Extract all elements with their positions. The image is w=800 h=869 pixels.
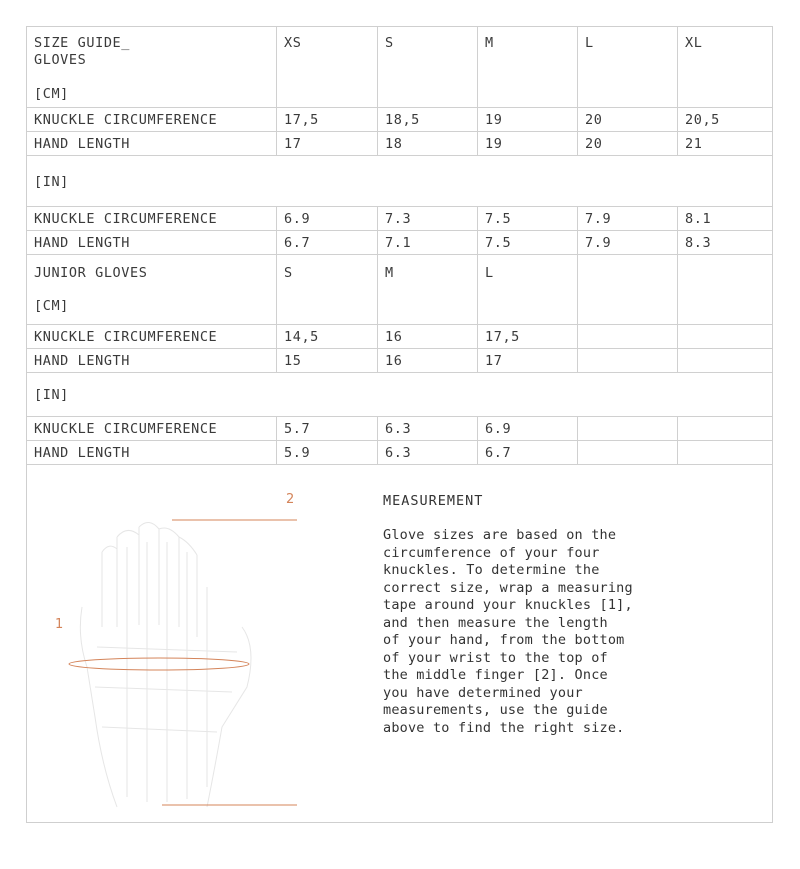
value-cell: 18	[385, 136, 403, 152]
measurement-line: above to find the right size.	[383, 719, 625, 736]
row-label: KNUCKLE CIRCUMFERENCE	[34, 112, 218, 128]
size-m: M	[485, 35, 494, 51]
title-line-1: SIZE GUIDE_	[34, 35, 131, 51]
value-cell: 7.5	[485, 211, 512, 227]
junior-title	[27, 255, 276, 324]
table-row	[27, 231, 772, 255]
value-cell: 17,5	[485, 329, 520, 345]
row-label: HAND LENGTH	[34, 445, 131, 461]
row-label: HAND LENGTH	[34, 136, 131, 152]
measurement-line: of your hand, from the bottom	[383, 632, 625, 648]
size-guide-table	[26, 26, 773, 823]
junior-size-s: S	[284, 265, 293, 281]
measurement-line: Glove sizes are based on the	[383, 527, 617, 543]
value-cell: 17,5	[284, 112, 319, 128]
junior-title-text: JUNIOR GLOVES	[34, 265, 148, 281]
value-cell: 16	[385, 329, 403, 345]
table-row	[27, 108, 772, 132]
value-cell: 20,5	[685, 112, 720, 128]
value-cell: 7.5	[485, 235, 512, 251]
value-cell: 16	[385, 353, 403, 369]
table-row	[27, 207, 772, 231]
measurement-line: knuckles. To determine the	[383, 562, 600, 578]
measurement-line: and then measure the length	[383, 614, 608, 631]
measurement-line: the middle finger [2]. Once	[383, 667, 608, 683]
marker-2: 2	[286, 492, 295, 507]
guide-title	[27, 27, 276, 107]
value-cell: 6.9	[284, 211, 311, 227]
unit-cm-label: [CM]	[34, 86, 69, 102]
value-cell: 7.3	[385, 211, 412, 227]
measurement-line: measurements, use the guide	[383, 702, 608, 718]
measurement-title: MEASUREMENT	[383, 493, 484, 509]
unit-in-label: [IN]	[34, 174, 69, 190]
junior-size-l: L	[485, 265, 494, 281]
value-cell: 5.7	[284, 421, 311, 437]
value-cell: 6.3	[385, 421, 412, 437]
measurement-line: circumference of your four	[383, 544, 600, 561]
value-cell: 19	[485, 112, 503, 128]
value-cell: 6.3	[385, 445, 412, 461]
value-cell: 17	[284, 136, 302, 152]
table-row	[27, 132, 772, 156]
value-cell: 7.9	[585, 235, 612, 251]
value-cell: 20	[585, 112, 603, 128]
measurement-line: of your wrist to the top of	[383, 649, 608, 666]
value-cell: 21	[685, 136, 703, 152]
value-cell: 18,5	[385, 112, 420, 128]
value-cell: 19	[485, 136, 503, 152]
junior-unit-cm-label: [CM]	[34, 298, 69, 314]
size-xl: XL	[685, 35, 703, 51]
value-cell: 7.9	[585, 211, 612, 227]
table-row	[27, 441, 772, 465]
value-cell: 17	[485, 353, 503, 369]
title-line-2: GLOVES	[34, 52, 87, 68]
row-label: KNUCKLE CIRCUMFERENCE	[34, 329, 218, 345]
measurement-description	[383, 527, 653, 737]
value-cell: 6.7	[485, 445, 512, 461]
value-cell: 5.9	[284, 445, 311, 461]
table-row	[27, 325, 772, 349]
table-row	[27, 417, 772, 441]
value-cell: 6.7	[284, 235, 311, 251]
table-row	[27, 349, 772, 373]
value-cell: 6.9	[485, 421, 512, 437]
row-label: KNUCKLE CIRCUMFERENCE	[34, 211, 218, 227]
header-row	[27, 27, 772, 108]
value-cell: 15	[284, 353, 302, 369]
measurement-line: you have determined your	[383, 684, 583, 701]
value-cell: 14,5	[284, 329, 319, 345]
value-cell: 20	[585, 136, 603, 152]
row-label: HAND LENGTH	[34, 353, 131, 369]
value-cell: 8.1	[685, 211, 712, 227]
unit-row	[27, 156, 772, 207]
size-l: L	[585, 35, 594, 51]
value-cell: 8.3	[685, 235, 712, 251]
junior-size-m: M	[385, 265, 394, 281]
measurement-line: correct size, wrap a measuring	[383, 579, 633, 596]
value-cell: 7.1	[385, 235, 412, 251]
junior-unit-in-label: [IN]	[34, 387, 69, 403]
size-s: S	[385, 35, 394, 51]
row-label: KNUCKLE CIRCUMFERENCE	[34, 421, 218, 437]
measurement-line: tape around your knuckles [1],	[383, 597, 633, 613]
hand-measurement-illustration	[47, 487, 297, 817]
size-xs: XS	[284, 35, 302, 51]
junior-header-row	[27, 255, 772, 325]
marker-1: 1	[55, 617, 64, 632]
row-label: HAND LENGTH	[34, 235, 131, 251]
unit-row	[27, 373, 772, 417]
